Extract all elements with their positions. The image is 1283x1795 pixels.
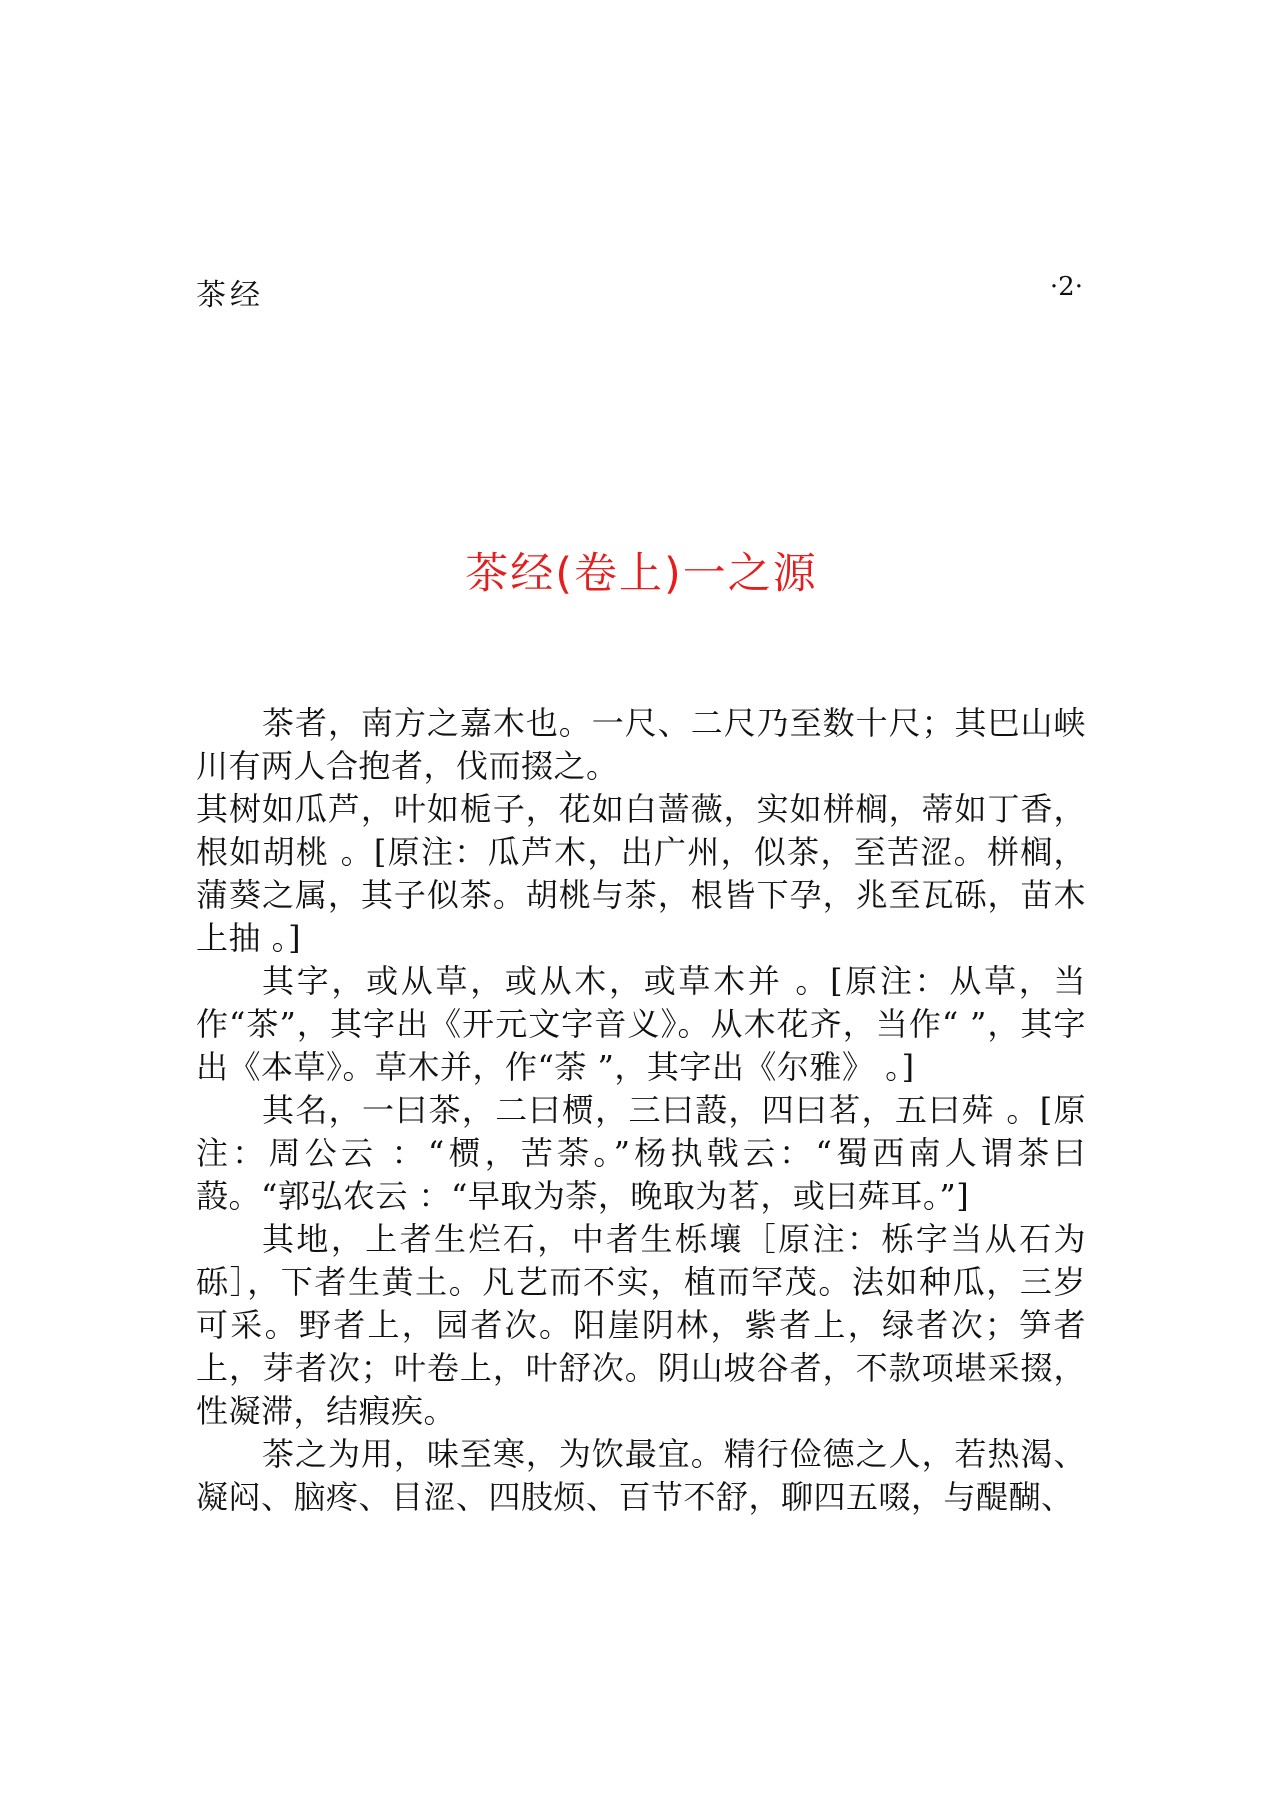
paragraph: 茶者，南方之嘉木也。一尺、二尺乃至数十尺；其巴山峡川有两人合抱者，伐而掇之。 — [196, 704, 1086, 785]
paragraph: 其地，上者生烂石，中者生栎壤［原注：栎字当从石为砾］，下者生黄土。凡艺而不实，植而罕茂。法如种瓜，三岁可采。野者上，园者次。阳崖阴林，紫者上，绿者次；笋者上，芽者次；叶卷上，叶舒次。阴山坡谷者，不款项堪采掇，性凝滞，结瘕疾。 — [196, 1220, 1086, 1430]
paragraph: 其字，或从草，或从木，或草木并 。[原注：从草，当作“茶”，其字出《开元文字音义》。从木花齐，当作“ ”，其字出《本草》。草木并，作“荼 ”，其字出《尔雅》 。] — [196, 962, 1086, 1086]
page-number: ·2· — [1049, 272, 1083, 302]
running-title: 茶经 — [196, 278, 264, 313]
paragraph: 其树如瓜芦，叶如栀子，花如白蔷薇，实如栟榈，蒂如丁香，根如胡桃 。[原注：瓜芦木，出广州，似茶，至苦涩。栟榈，蒲葵之属，其子似茶。胡桃与茶，根皆下孕，兆至瓦砾，苗木上抽 。] — [196, 790, 1086, 957]
paragraph: 其名，一曰茶，二曰槚，三曰蔎，四曰茗，五曰荈 。[原注：周公云 ：“槚，苦荼。”杨执戟云：“蜀西南人谓茶曰蔎。“郭弘农云 ：“早取为荼，晚取为茗，或曰荈耳。”] — [196, 1091, 1086, 1215]
body-text — [196, 702, 1086, 1519]
paragraph: 茶之为用，味至寒，为饮最宜。精行俭德之人，若热渴、凝闷、脑疼、目涩、四肢烦、百节不舒，聊四五啜，与醍醐、 — [196, 1435, 1086, 1516]
chapter-title: 茶经(卷上)一之源 — [465, 549, 818, 599]
